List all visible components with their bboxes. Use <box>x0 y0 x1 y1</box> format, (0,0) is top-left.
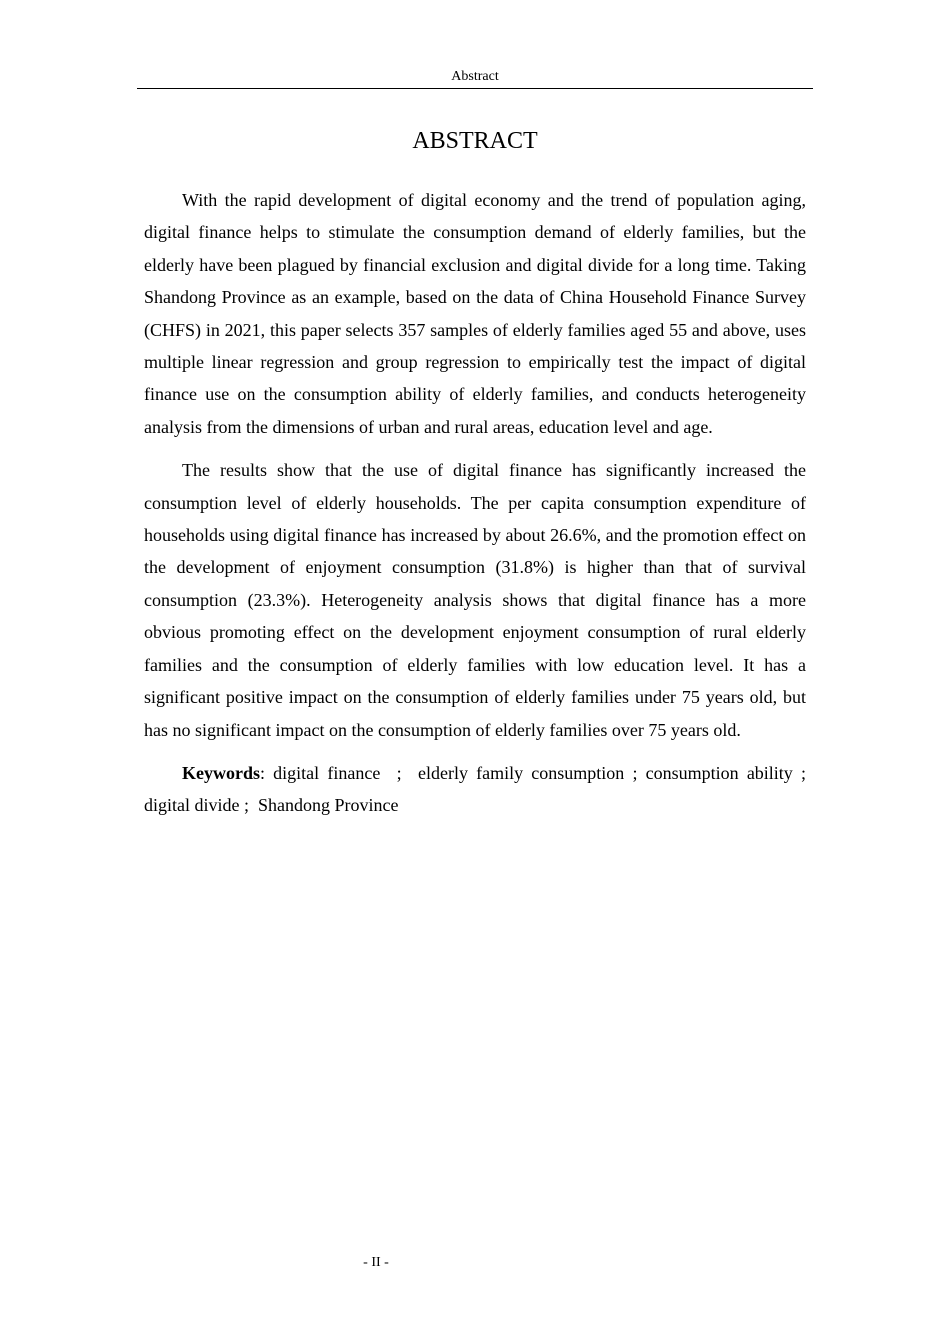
abstract-paragraph-1: With the rapid development of digital economy and the trend of population aging, digital finance helps to stimulate the consumption demand of elderly families, but the elderly have been plagued by financial exclusion and digital divide for a long time. Taking Shandong Province as an example, based on the data of China Household Finance Survey (CHFS) in 2021, this paper selects 357 samples of elderly families aged 55 and above, uses multiple linear regression and group regression to empirically test the impact of digital finance use on the consumption ability of elderly families, and conducts heterogeneity analysis from the dimensions of urban and rural areas, education level and age. <box>144 190 806 437</box>
keywords-list: : digital finance ; elderly family consumption ; consumption ability ; digital divide ; Shandong Province <box>144 762 806 816</box>
running-header: Abstract <box>451 69 499 84</box>
abstract-body <box>144 184 806 833</box>
keywords-label: Keywords <box>182 762 260 783</box>
page-title: ABSTRACT <box>412 128 538 154</box>
header-rule <box>137 88 813 89</box>
page-number: - II - <box>363 1255 389 1270</box>
keywords-paragraph <box>144 757 806 822</box>
abstract-paragraph-2: The results show that the use of digital finance has significantly increased the consumption level of elderly households. The per capita consumption expenditure of households using digital finance has increased by about 26.6%, and the promotion effect on the development of enjoyment consumption (31.8%) is higher than that of survival consumption (23.3%). Heterogeneity analysis shows that digital finance has a more obvious promoting effect on the development enjoyment consumption of rural elderly families and the consumption of elderly families with low education level. It has a significant positive impact on the consumption of elderly families under 75 years old, but has no significant impact on the consumption of elderly families over 75 years old. <box>144 460 806 740</box>
